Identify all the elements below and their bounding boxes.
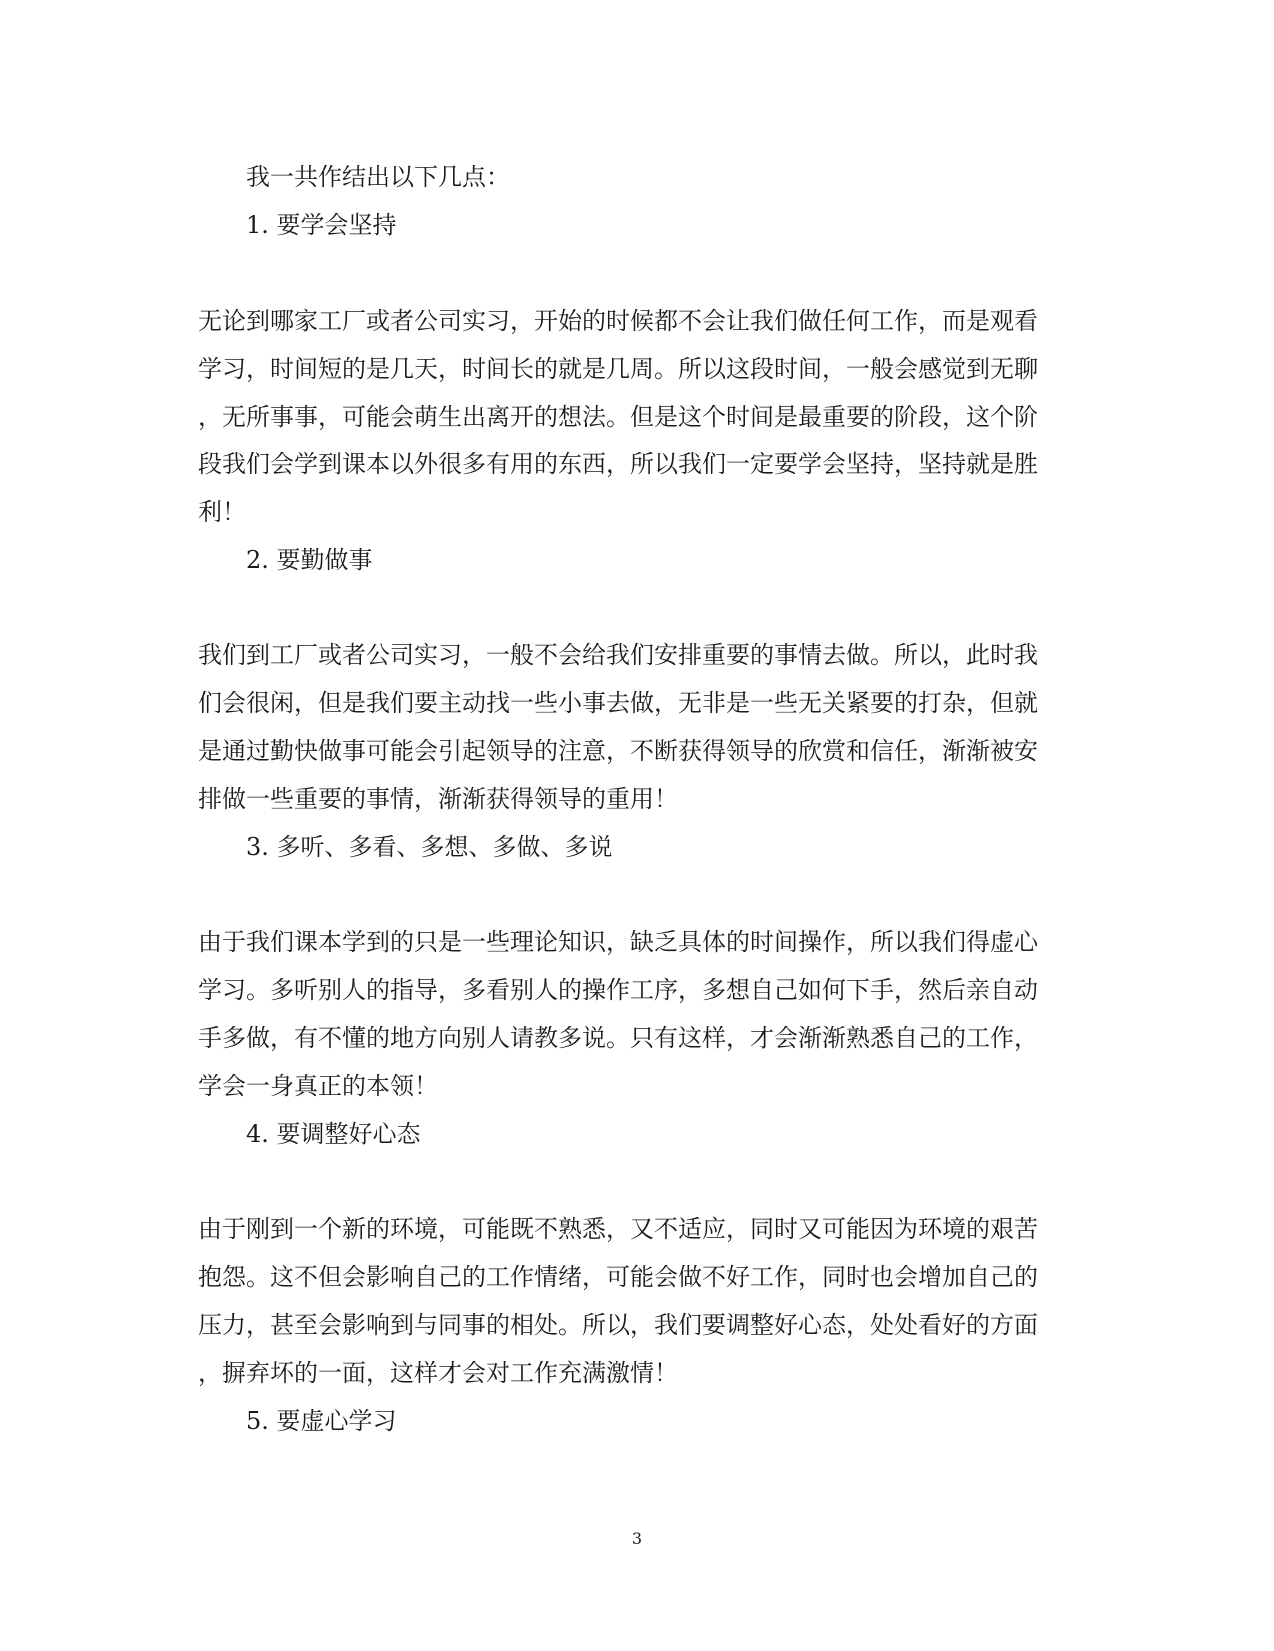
- paragraph-line: ，无所事事，可能会萌生出离开的想法。但是这个时间是最重要的阶段，这个阶: [198, 403, 1038, 431]
- paragraph-line: 手多做，有不懂的地方向别人请教多说。只有这样，才会渐渐熟悉自己的工作，: [198, 1024, 1038, 1052]
- paragraph-line: ，摒弃坏的一面，这样才会对工作充满激情！: [198, 1359, 678, 1387]
- section-heading-1: 1. 要学会坚持: [246, 211, 397, 239]
- paragraph-line: 段我们会学到课本以外很多有用的东西，所以我们一定要学会坚持，坚持就是胜: [198, 450, 1038, 478]
- paragraph-line: 学会一身真正的本领！: [198, 1072, 438, 1100]
- paragraph-line: 由于我们课本学到的只是一些理论知识，缺乏具体的时间操作，所以我们得虚心: [198, 928, 1038, 956]
- section-heading-4: 4. 要调整好心态: [246, 1120, 421, 1148]
- paragraph-line: 压力，甚至会影响到与同事的相处。所以，我们要调整好心态，处处看好的方面: [198, 1311, 1038, 1339]
- paragraph-line: 学习。多听别人的指导，多看别人的操作工序，多想自己如何下手，然后亲自动: [198, 976, 1038, 1004]
- paragraph-line: 无论到哪家工厂或者公司实习，开始的时候都不会让我们做任何工作，而是观看: [198, 307, 1038, 335]
- paragraph-line: 利！: [198, 498, 246, 526]
- paragraph-line: 由于刚到一个新的环境，可能既不熟悉，又不适应，同时又可能因为环境的艰苦: [198, 1215, 1038, 1243]
- paragraph-line: 抱怨。这不但会影响自己的工作情绪，可能会做不好工作，同时也会增加自己的: [198, 1263, 1038, 1291]
- section-heading-2: 2. 要勤做事: [246, 546, 373, 574]
- section-heading-5: 5. 要虚心学习: [246, 1407, 397, 1435]
- paragraph-line: 排做一些重要的事情，渐渐获得领导的重用！: [198, 785, 678, 813]
- intro-text: 我一共作结出以下几点：: [246, 163, 510, 191]
- paragraph-line: 是通过勤快做事可能会引起领导的注意，不断获得领导的欣赏和信任，渐渐被安: [198, 737, 1038, 765]
- section-heading-3: 3. 多听、多看、多想、多做、多说: [246, 833, 613, 861]
- paragraph-line: 我们到工厂或者公司实习，一般不会给我们安排重要的事情去做。所以，此时我: [198, 641, 1038, 669]
- page-number: 3: [631, 1529, 643, 1548]
- paragraph-line: 们会很闲，但是我们要主动找一些小事去做，无非是一些无关紧要的打杂，但就: [198, 689, 1038, 717]
- paragraph-line: 学习，时间短的是几天，时间长的就是几周。所以这段时间，一般会感觉到无聊: [198, 355, 1038, 383]
